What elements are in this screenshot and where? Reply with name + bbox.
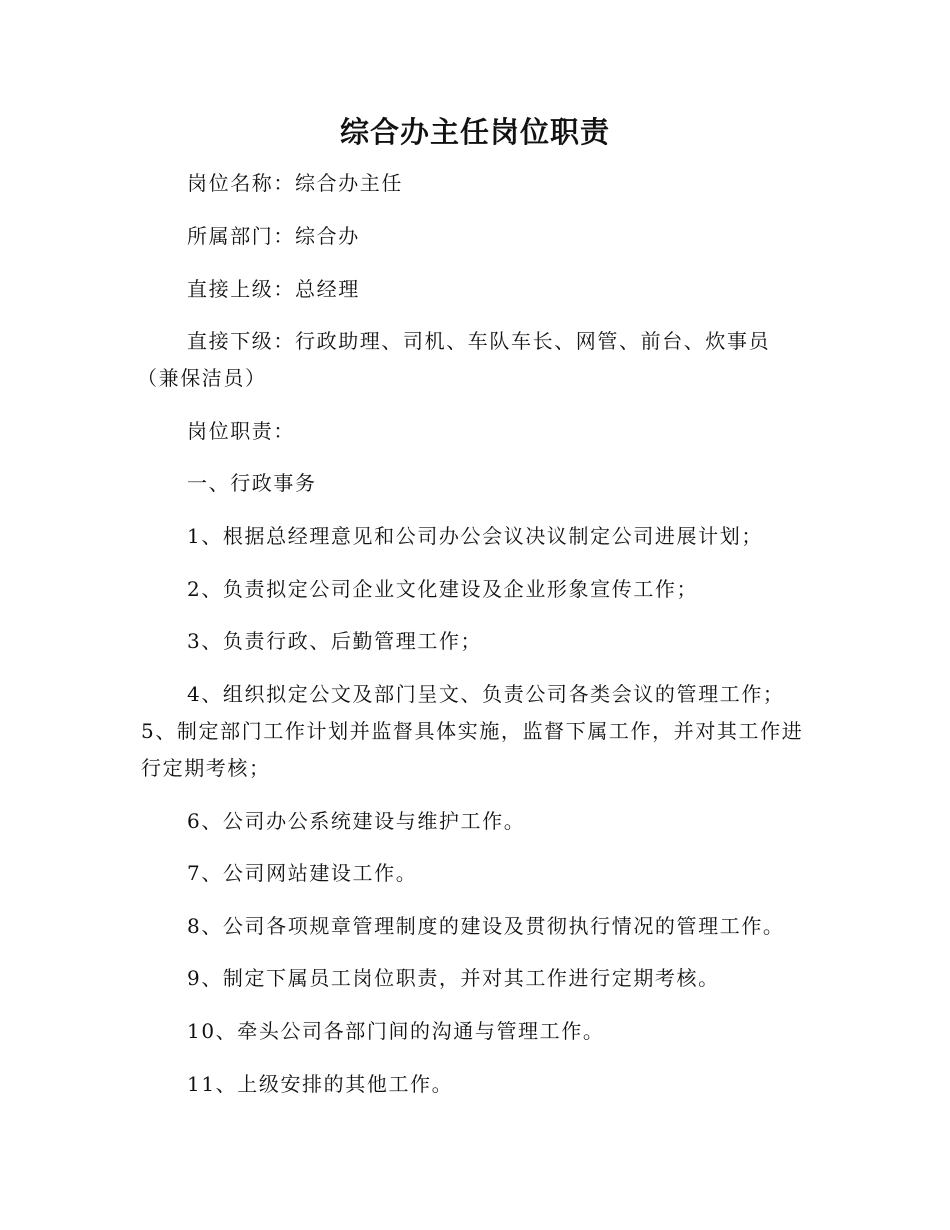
duty-item: 4、组织拟定公文及部门呈文、负责公司各类会议的管理工作； [187, 682, 785, 706]
duty-item: 7、公司网站建设工作。 [187, 861, 418, 885]
duty-item: 1、根据总经理意见和公司办公会议决议制定公司进展计划； [187, 524, 763, 548]
section-heading: 一、行政事务 [187, 471, 317, 495]
duty-item: 3、负责行政、后勤管理工作； [187, 629, 483, 653]
duty-item: 5、制定部门工作计划并监督具体实施，监督下属工作，并对其工作进 [141, 719, 804, 743]
duty-item: 6、公司办公系统建设与维护工作。 [187, 809, 526, 833]
field-direct-superior: 直接上级：总经理 [187, 277, 360, 301]
field-department: 所属部门：综合办 [187, 224, 360, 248]
duty-item: 2、负责拟定公司企业文化建设及企业形象宣传工作； [187, 577, 699, 601]
field-direct-subordinates-continued: （兼保洁员） [137, 366, 267, 390]
duty-item: 11、上级安排的其他工作。 [187, 1072, 454, 1096]
duty-item: 9、制定下属员工岗位职责，并对其工作进行定期考核。 [187, 966, 720, 990]
duties-heading: 岗位职责： [187, 419, 295, 443]
field-position-name: 岗位名称：综合办主任 [187, 171, 403, 195]
duty-item-continued: 行定期考核； [141, 756, 271, 780]
duty-item: 10、牵头公司各部门间的沟通与管理工作。 [187, 1019, 605, 1043]
duty-item: 8、公司各项规章管理制度的建设及贯彻执行情况的管理工作。 [187, 914, 785, 938]
document-title: 综合办主任岗位职责 [339, 115, 610, 149]
field-direct-subordinates: 直接下级：行政助理、司机、车队车长、网管、前台、炊事员 [187, 329, 771, 353]
